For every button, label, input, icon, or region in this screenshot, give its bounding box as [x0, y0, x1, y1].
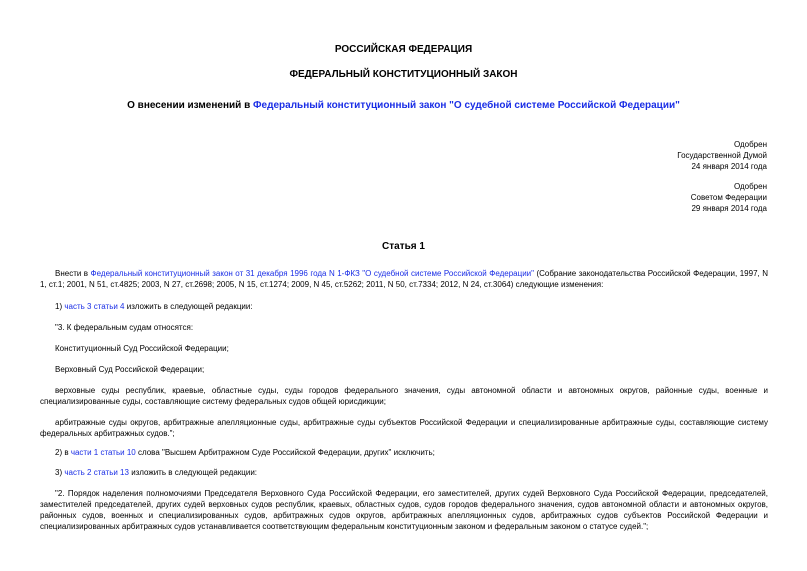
approval-body: Государственной Думой [677, 151, 767, 160]
article-intro [40, 268, 768, 290]
approval-date: 24 января 2014 года [691, 162, 767, 171]
item-1-link[interactable]: часть 3 статьи 4 [64, 302, 125, 311]
item-1 [40, 301, 783, 312]
item-2 [40, 447, 783, 458]
quote-line-6: "2. Порядок наделения полномочиями Председателя Верховного Суда Российской Федерации, его заместителей, других судей Верховного Суда Российской Федерации, председателей, заместителей председателей, других судей верховных судов республик, краевых, областных судов, судов городов федерального значения, судов автономной области и автономных округов, районных судов, военных и специализированных судов, арбитражных судов округов, арбитражных апелляционных судов, арбитражных судов субъектов Российской Федерации и специализированных арбитражных судов устанавливается соответствующим федеральным конституционным законом и федеральным законом о статусе судей."; [40, 489, 768, 531]
intro-prefix: Внести в [55, 269, 91, 278]
item-3-num: 3) [55, 468, 65, 477]
item-3 [40, 467, 783, 478]
country-heading: РОССИЙСКАЯ ФЕДЕРАЦИЯ [334, 44, 473, 55]
approval-council [691, 181, 767, 214]
law-title-link[interactable]: Федеральный конституционный закон "О судебной системе Российской Федерации" [253, 100, 680, 111]
approval-duma [677, 139, 767, 172]
approval-body: Советом Федерации [690, 193, 767, 202]
item-3-text: изложить в следующей редакции: [128, 468, 258, 477]
intro-law-link[interactable]: Федеральный конституционный закон от 31 декабря 1996 года N 1-ФКЗ "О судебной системе Российской Федерации" [90, 269, 534, 278]
law-title-prefix: О внесении изменений в [127, 100, 254, 111]
quote-line-2: Конституционный Суд Российской Федерации; [55, 344, 229, 353]
item-1-num: 1) [55, 302, 65, 311]
item-1-text: изложить в следующей редакции: [124, 302, 253, 311]
approval-label: Одобрен [733, 182, 767, 191]
law-type-heading: ФЕДЕРАЛЬНЫЙ КОНСТИТУЦИОННЫЙ ЗАКОН [289, 69, 518, 80]
approval-label: Одобрен [733, 140, 767, 149]
item-3-link[interactable]: часть 2 статьи 13 [64, 468, 129, 477]
intro-suffix: (Собрание законодательства Российской Федерации, 1997, N 1, ст.1; 2001, N 51, ст.4825; 2003, N 27, ст.2698; 2005, N 15, ст.1274; 2009, N 45, ст.5262; 2011, N 50, ст.7334; 2012, N 24, ст.3064) следующие изменения: [40, 269, 768, 289]
item-2-link[interactable]: части 1 статьи 10 [70, 448, 136, 457]
quote-line-5: арбитражные суды округов, арбитражные апелляционные суды, арбитражные суды субъектов Российской Федерации и специализированные арбитражные суды, составляющие систему федеральных арбитражных судов."; [40, 418, 768, 438]
item-2-text: слова "Высшем Арбитражном Суде Российской Федерации, других" исключить; [135, 448, 435, 457]
law-title [0, 100, 807, 111]
approval-date: 29 января 2014 года [691, 204, 767, 213]
quote-line-4: верховные суды республик, краевые, областные суды, суды городов федерального значения, суды автономной области и автономных округов, районные суды, военные и специализированные суды, составляющие систему федеральных судов общей юрисдикции; [40, 386, 768, 406]
article-title: Статья 1 [382, 241, 425, 252]
quote-line-3: Верховный Суд Российской Федерации; [55, 365, 205, 374]
item-2-prefix: 2) в [55, 448, 71, 457]
quote-line-1: "3. К федеральным судам относятся: [55, 323, 194, 332]
